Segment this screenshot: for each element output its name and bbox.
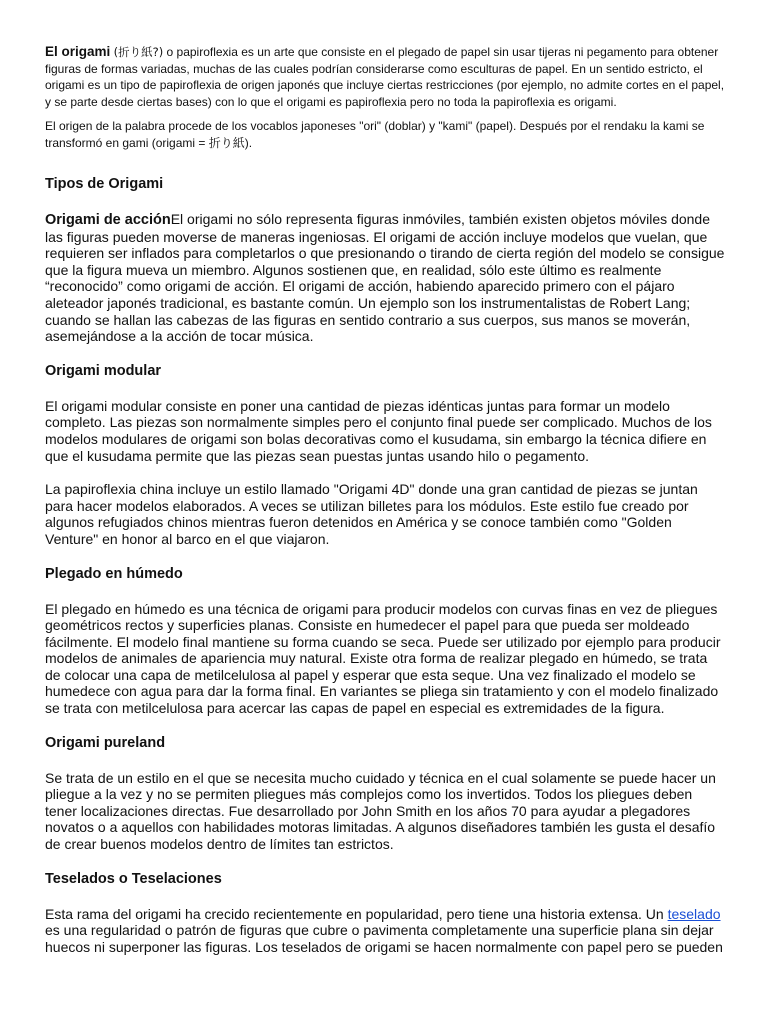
intro-lead: El origami bbox=[45, 44, 111, 59]
document-page bbox=[45, 44, 725, 972]
teselado-link[interactable]: teselado bbox=[667, 905, 721, 922]
modular-paragraph-2: La papiroflexia china incluye un estilo llamado "Origami 4D" donde una gran cantidad de piezas se juntan para hacer modelos elaborados. A veces se utilizan billetes para los módulos. Este estilo fue creado por algunos refugiados chinos mientras fueron detenidos en América y se conoce también como "Golden Venture" en honor al barco en el que viajaron. bbox=[45, 481, 698, 547]
accion-paragraph bbox=[45, 211, 725, 345]
intro-paragraph bbox=[45, 44, 725, 110]
pureland-paragraph: Se trata de un estilo en el que se necesita mucho cuidado y técnica en el cual solamente se puede hacer un pliegue a la vez y no se permiten pliegues más complejos como los invertidos. Todos los pliegues deben tener localizaciones directas. Fue desarrollado por John Smith en los años 70 para ayudar a plegadores novatos o a aquellos con habilidades motoras limitadas. A algunos diseñadores también les gusta el desafío de crear buenos modelos dentro de límites tan estrictos. bbox=[45, 769, 716, 853]
humedo-paragraph: El plegado en húmedo es una técnica de origami para producir modelos con curvas finas en vez de pliegues geométricos rectos y superficies planas. Consiste en humedecer el papel para que pueda ser moldeado fácilmente. El modelo final mantiene su forma cuando se seca. Puede ser utilizado por ejemplo para producir modelos de animales de apariencia muy natural. Existe otra forma de realizar plegado en húmedo, se trata de colocar una capa de metilcelulosa al papel y esperar que esta seque. Una vez finalizado el modelo se humedece con agua para dar la forma final. En variantes se pliega sin tratamiento y con el modelo finalizado se trata con metilcelulosa para acercar las capas de papel en especial es extremidades de la figura. bbox=[45, 600, 721, 717]
intro-text: o papiroflexia es un arte que consiste en el plegado de papel sin usar tijeras ni pegamento para obtener figuras de formas variadas, muchas de las cuales podrían considerarse como esculturas de papel. En un sentido estricto, el origami es un tipo de papiroflexia de origen japonés que incluye ciertas restricciones (por ejemplo, no admite cortes en el papel, y se parte desde ciertas bases) con lo que el origami es papiroflexia pero no toda la papiroflexia es origami. bbox=[45, 45, 725, 109]
heading-origami-pureland: Origami pureland bbox=[45, 734, 166, 751]
heading-origami-modular: Origami modular bbox=[45, 362, 162, 379]
heading-origami-de-accion: Origami de acción bbox=[45, 212, 171, 228]
intro-kanji: (折り紙?) bbox=[113, 45, 164, 59]
teselados-text-before: Esta rama del origami ha crecido recientemente en popularidad, pero tiene una historia extensa. Un bbox=[45, 905, 668, 922]
origin-paragraph: El origen de la palabra procede de los vocablos japoneses "ori" (doblar) y "kami" (papel). Después por el rendaku la kami se transformó en gami (origami = 折り紙). bbox=[45, 119, 705, 150]
teselados-paragraph bbox=[45, 906, 725, 956]
heading-teselados: Teselados o Teselaciones bbox=[45, 870, 222, 887]
heading-tipos-de-origami: Tipos de Origami bbox=[45, 176, 164, 192]
modular-paragraph-1: El origami modular consiste en poner una cantidad de piezas idénticas juntas para formar un modelo completo. Las piezas son normalmente simples pero el conjunto final puede ser complicado. Muchos de los modelos modulares de origami son bolas decorativas como el kusudama, sin embargo la técnica difiere en que el kusudama permite que las piezas sean puestas juntas usando hilo o pegamento. bbox=[45, 397, 712, 464]
heading-plegado-en-humedo: Plegado en húmedo bbox=[45, 565, 183, 582]
accion-text: El origami no sólo representa figuras inmóviles, también existen objetos móviles donde las figuras pueden moverse de maneras ingeniosas. El origami de acción incluye modelos que vuelan, que requieren ser inflados para completarlos o que presionando o tirando de cierta región del modelo se consigue que la figura mueva un miembro. Algunos sostienen que, en realidad, sólo este último es realmente “reconocido” como origami de acción. El origami de acción, habiendo aparecido primero con el pájaro aleteador japonés tradicional, es bastante común. Un ejemplo son los instrumentalistas de Robert Lang; cuando se hallan las cabezas de las figuras en sentido contrario a sus cuerpos, sus manos se moverán, asemejándose a la acción de tocar música. bbox=[45, 211, 725, 345]
teselados-text-after: es una regularidad o patrón de figuras que cubre o pavimenta completamente una superficie plana sin dejar huecos ni superponer las figuras. Los teselados de origami se hacen normalmente con papel pero se pueden bbox=[45, 922, 723, 955]
